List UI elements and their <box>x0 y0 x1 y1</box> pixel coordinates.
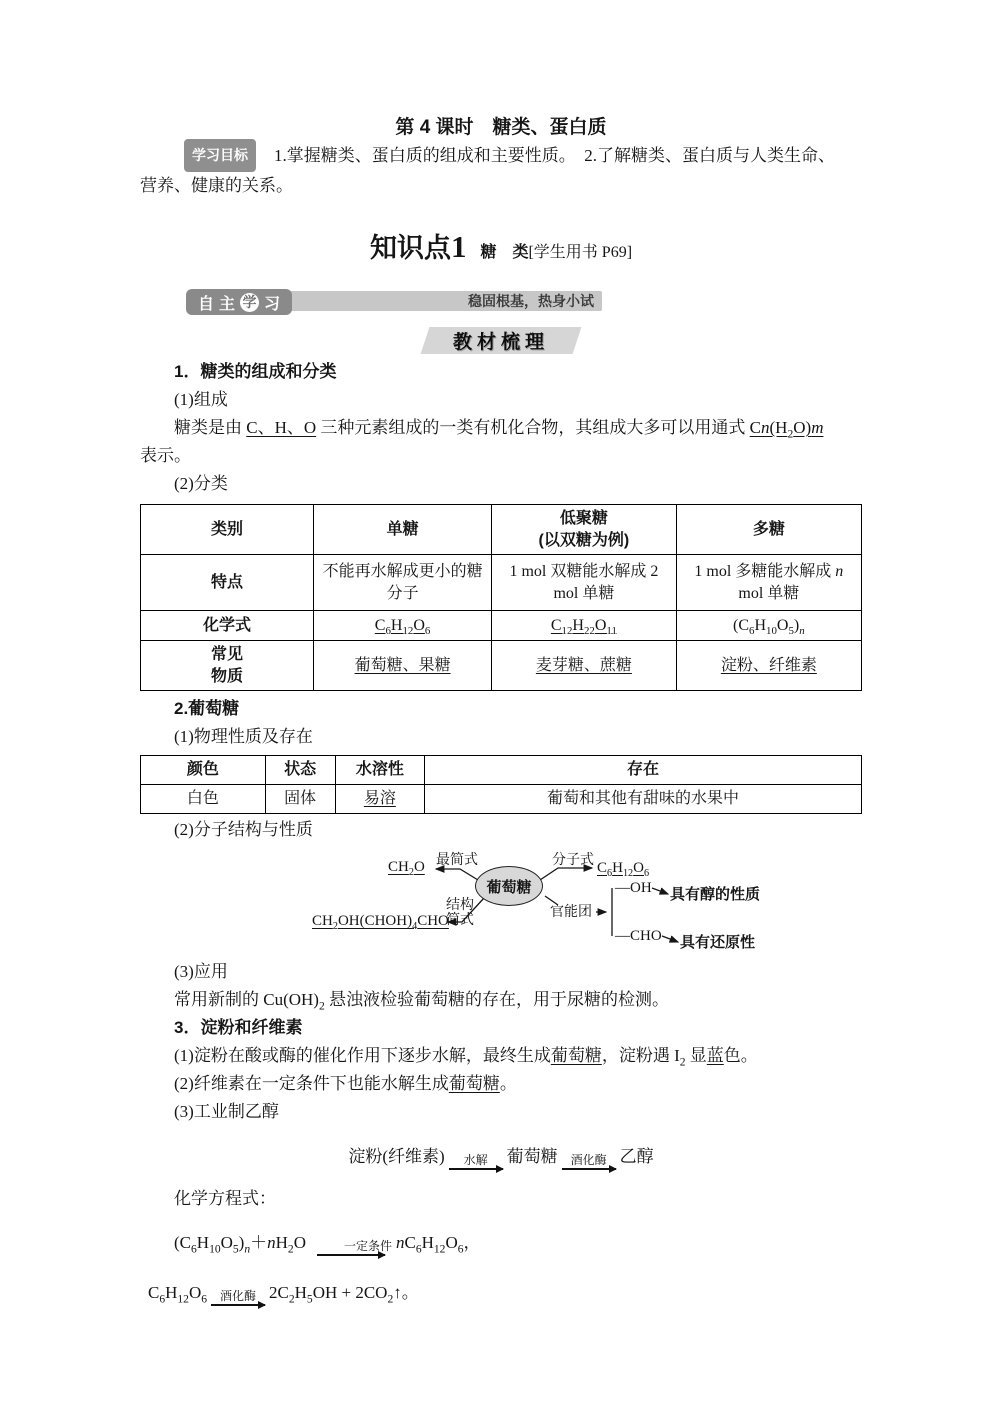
alcohol-property: 具有醇的性质 <box>670 886 761 903</box>
knowledge-point-heading <box>140 226 862 265</box>
flow-start: 淀粉(纤维素) <box>348 1147 445 1166</box>
objectives-line2: 营养、健康的关系。 <box>140 176 293 195</box>
flow-end: 乙醇 <box>619 1147 654 1166</box>
ethanol-flow-line <box>140 1142 862 1172</box>
structural-label-line1: 结构 <box>446 898 474 913</box>
objectives-text-1: 1.掌握糖类、蛋白质的组成和主要性质。 2.了解糖类、蛋白质与人类生命、 <box>274 146 835 165</box>
zymase-condition: 酒化酶 <box>570 1153 607 1167</box>
prop-header-solubility: 水溶性 <box>335 756 424 785</box>
starch-item2: (2)纤维素在一定条件下也能水解生成葡萄糖。 <box>174 1074 517 1093</box>
structural-label-line2: 简式 <box>446 913 474 928</box>
feature-oligo: 1 mol 双糖能水解成 2 mol 单糖 <box>492 555 677 611</box>
simplest-formula-label: 最简式 <box>436 853 478 868</box>
learning-objectives-badge: 学习目标 <box>184 139 256 172</box>
table-row <box>141 785 862 814</box>
feature-poly: 1 mol 多糖能水解成 n mol 单糖 <box>676 555 861 611</box>
starch-heading: 3．淀粉和纤维素 <box>174 1018 303 1037</box>
page-title: 第 4 课时 糖类、蛋白质 <box>395 117 607 138</box>
common-poly: 淀粉、纤维素 <box>676 641 861 691</box>
eq1-condition: 一定条件 <box>343 1239 392 1253</box>
equation-label: 化学方程式： <box>174 1189 276 1208</box>
section1-heading: 1．糖类的组成和分类 <box>174 362 337 381</box>
prop-value-solubility: 易溶 <box>335 785 424 814</box>
formula-label: 化学式 <box>141 611 314 641</box>
section1-item1: (1)组成 <box>174 390 228 409</box>
glucose-structure-diagram <box>312 852 802 952</box>
material-review-label: 教材梳理 <box>452 332 549 353</box>
structural-formula-label <box>446 898 474 928</box>
feature-mono: 不能再水解成更小的糖分子 <box>314 555 492 611</box>
fermentation-equation <box>148 1278 862 1308</box>
study-char-2: 主 <box>219 295 236 313</box>
hydroxyl-group: —OH <box>615 880 652 896</box>
hydrolysis-condition: 水解 <box>463 1153 488 1167</box>
glucose-item1: (1)物理性质及存在 <box>174 727 313 746</box>
prop-header-color: 颜色 <box>141 756 266 785</box>
flow-mid: 葡萄糖 <box>506 1147 558 1166</box>
section1-para1: 糖类是由 C、H、O 三种元素组成的一类有机化合物，其组成大多可以用通式 $Cn(H_2O)m$ <box>174 418 824 441</box>
common-mono: 葡萄糖、果糖 <box>314 641 492 691</box>
arrow-shaft <box>562 1168 616 1170</box>
eq1-arrow <box>310 1240 392 1256</box>
self-study-banner <box>186 289 602 315</box>
arrow-shaft <box>211 1304 265 1306</box>
functional-group-label: 官能团 <box>550 905 592 920</box>
aldehyde-group: —CHO <box>615 928 662 944</box>
prop-header-state: 状态 <box>265 756 335 785</box>
glucose-ellipse: 葡萄糖 <box>475 866 543 906</box>
formula-poly: $(C_6H_{10}O_5)_n$ <box>676 611 861 641</box>
common-oligo: 麦芽糖、蔗糖 <box>492 641 677 691</box>
eq2-arrow <box>211 1290 265 1306</box>
glucose-heading: 2.葡萄糖 <box>174 699 240 718</box>
header-polysaccharide: 多糖 <box>676 505 861 555</box>
eq2-left: $C_6H_{12}O_6$ <box>148 1283 208 1306</box>
table-row <box>141 756 862 785</box>
formula-oligo: $C_{12}H_{22}O_{11}$ <box>492 611 677 641</box>
self-study-title <box>186 289 292 315</box>
glucose-properties-table <box>140 755 862 814</box>
section1-para1-cont: 表示。 <box>140 446 191 465</box>
simplest-formula: $CH_2O$ <box>388 859 425 878</box>
hydrolysis-equation <box>140 1228 862 1258</box>
feature-label: 特点 <box>141 555 314 611</box>
knowledge-point-ref: [学生用书 P69] <box>528 244 633 261</box>
glucose-item2: (2)分子结构与性质 <box>174 820 313 839</box>
eq2-condition: 酒化酶 <box>220 1289 257 1303</box>
eq1-right: $nC_6H_{12}O_6$， <box>395 1233 481 1256</box>
header-oligo-line2: (以双糖为例) <box>538 531 630 549</box>
eq2-right: $2C_2H_5OH$ + $2CO_2↑$。 <box>269 1283 419 1306</box>
common-substances-label <box>141 641 314 691</box>
header-monosaccharide: 单糖 <box>314 505 492 555</box>
objectives-line1 <box>140 139 862 172</box>
table-row <box>141 641 862 691</box>
header-oligosaccharide <box>492 505 677 555</box>
structural-formula: $CH_2OH(CHOH)_4CHO$ <box>312 913 449 932</box>
study-char-4: 习 <box>264 295 281 313</box>
knowledge-point-topic: 糖 类 <box>480 244 529 261</box>
section1-item2: (2)分类 <box>174 474 228 493</box>
prop-value-state: 固体 <box>265 785 335 814</box>
common-label-line1: 常见 <box>211 645 244 663</box>
arrow-shaft <box>317 1254 385 1256</box>
molecular-formula-label: 分子式 <box>552 853 594 868</box>
hydrolysis-arrow <box>449 1154 503 1170</box>
eq1-left: $(C_6H_{10}O_5)_n+nH_2O$ <box>174 1233 306 1256</box>
starch-item1: (1)淀粉在酸或酶的催化作用下逐步水解，最终生成葡萄糖，淀粉遇 $I_2$ 显蓝色。 <box>174 1046 758 1069</box>
prop-header-existence: 存在 <box>425 756 862 785</box>
study-char-1: 自 <box>198 295 215 313</box>
starch-item3: (3)工业制乙醇 <box>174 1102 279 1121</box>
table-row <box>141 555 862 611</box>
self-study-tagline-bar <box>284 291 602 311</box>
prop-value-existence: 葡萄和其他有甜味的水果中 <box>425 785 862 814</box>
arrow-shaft <box>449 1168 503 1170</box>
self-study-tagline: 稳固根基，热身小试 <box>468 293 594 309</box>
common-label-line2: 物质 <box>211 667 244 685</box>
formula-mono: $C_6H_{12}O_6$ <box>314 611 492 641</box>
reducing-property: 具有还原性 <box>680 934 756 951</box>
material-review-banner <box>421 327 582 354</box>
glucose-item3: (3)应用 <box>174 962 228 981</box>
knowledge-point-number: 1 <box>450 229 467 264</box>
table-row <box>141 611 862 641</box>
prop-value-color: 白色 <box>141 785 266 814</box>
glucose-application: 常用新制的 $Cu(OH)_2$ 悬浊液检验葡萄糖的存在，用于尿糖的检测。 <box>174 990 669 1013</box>
header-oligo-line1: 低聚糖 <box>559 509 608 527</box>
molecular-formula: $C_6H_{12}O_6$ <box>597 860 650 879</box>
sugar-classification-table <box>140 504 862 691</box>
zymase-arrow <box>562 1154 616 1170</box>
study-char-circle-icon: 学 <box>240 293 259 312</box>
knowledge-point-label: 知识点 <box>369 233 451 263</box>
header-category: 类别 <box>141 505 314 555</box>
table-row <box>141 505 862 555</box>
